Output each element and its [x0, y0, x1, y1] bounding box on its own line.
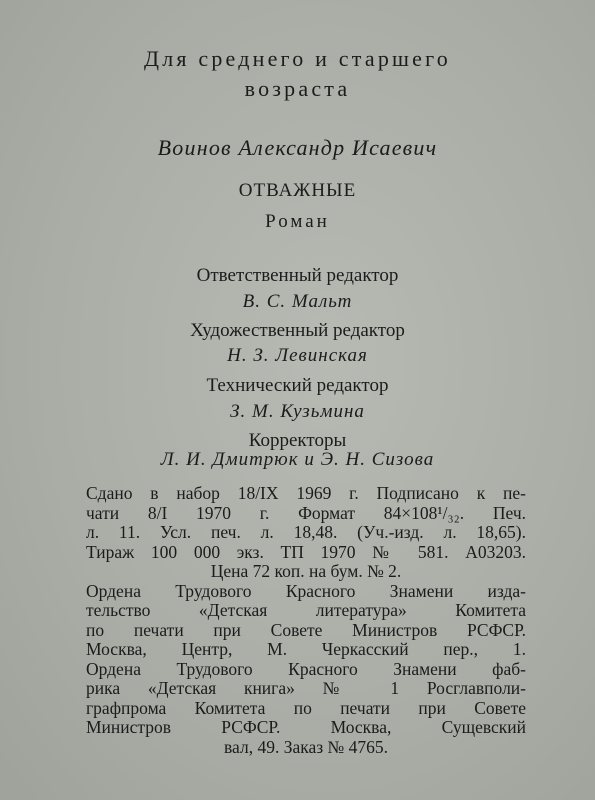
- credit-role-proofreaders: Корректоры: [248, 430, 347, 451]
- imprint-line: Сдано в набор 18/IX 1969 г. Подписано к пе-: [86, 483, 526, 503]
- imprint-line: вал, 49. Заказ № 4765.: [224, 736, 388, 757]
- credit-role-responsible-editor: Ответственный редактор: [196, 265, 399, 286]
- imprint-block: [86, 484, 526, 757]
- book-title: ОТВАЖНЫЕ: [238, 180, 357, 201]
- imprint-line: по печати при Совете Министров РСФСР.: [86, 619, 526, 640]
- imprint-line: тельство «Детская литература» Комитета: [86, 600, 526, 620]
- imprint-line: Ордена Трудового Красного Знамени изда-: [86, 580, 526, 601]
- imprint-line: Цена 72 коп. на бум. № 2.: [210, 561, 402, 581]
- imprint-line: Тираж 100 000 экз. ТП 1970 № 581. А03203.: [86, 541, 526, 562]
- audience-line-1: Для среднего и старшего: [143, 46, 452, 71]
- imprint-line: Москва, Центр, М. Черкасский пер., 1.: [86, 639, 526, 659]
- credit-role-art-editor: Художественный редактор: [190, 320, 405, 341]
- credit-name-responsible-editor: В. С. Мальт: [242, 291, 353, 312]
- imprint-line: рика «Детская книга» № 1 Росглавполи-: [86, 678, 526, 698]
- credit-name-art-editor: Н. З. Левинская: [227, 345, 368, 366]
- credit-name-technical-editor: З. М. Кузьмина: [230, 401, 365, 422]
- audience-line-2: возраста: [244, 76, 351, 101]
- author-name: Воинов Александр Исаевич: [157, 135, 438, 160]
- imprint-line: Ордена Трудового Красного Знамени фаб-: [86, 658, 526, 679]
- imprint-line: Министров РСФСР. Москва, Сущевский: [86, 717, 526, 737]
- book-genre: Роман: [265, 211, 330, 232]
- imprint-line: л. 11. Усл. печ. л. 18,48. (Уч.-изд. л. 18,65).: [86, 522, 526, 542]
- credit-role-technical-editor: Технический редактор: [206, 375, 389, 396]
- imprint-line: графпрома Комитета по печати при Совете: [86, 697, 526, 718]
- imprint-line: чати 8/I 1970 г. Формат 84×108¹/₃₂. Печ.: [86, 502, 526, 523]
- credit-name-proofreaders: Л. И. Дмитрюк и Э. Н. Сизова: [160, 449, 435, 470]
